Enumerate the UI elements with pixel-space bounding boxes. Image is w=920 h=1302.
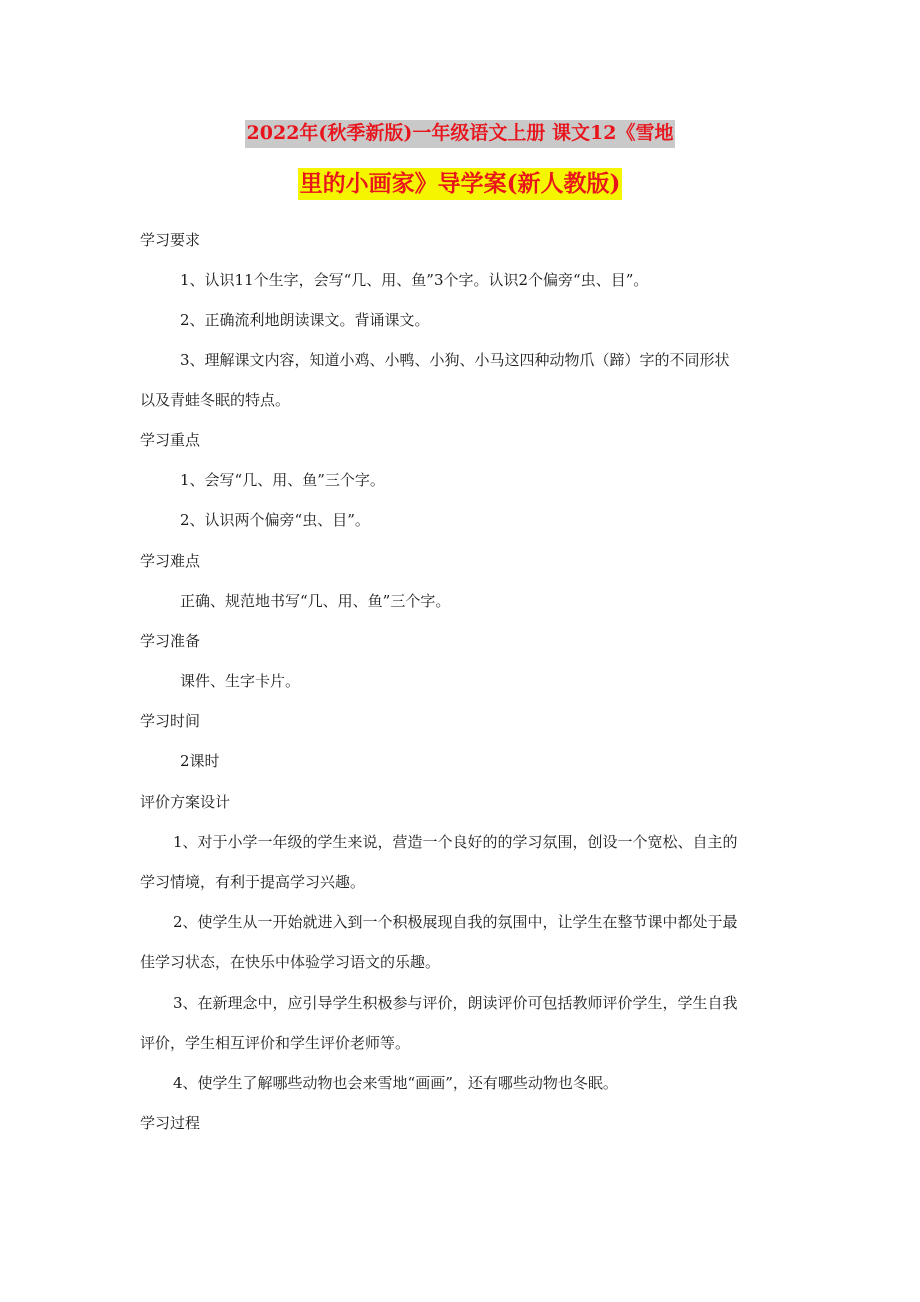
evaluation-item-2-line-2: 佳学习状态，在快乐中体验学习语文的乐趣。 [140,953,441,971]
section-heading-evaluation: 评价方案设计 [140,793,231,811]
evaluation-item-4: 4、使学生了解哪些动物也会来雪地“画画”，还有哪些动物也冬眠。 [173,1074,618,1092]
key-point-item-2: 2、认识两个偏旁“虫、目”。 [180,511,370,529]
evaluation-item-3-line-1: 3、在新理念中，应引导学生积极参与评价，朗读评价可包括教师评价学生，学生自我 [173,994,738,1012]
difficulty-item-1: 正确、规范地书写“几、用、鱼”三个字。 [180,592,451,610]
title-highlight-gray: 2022年(秋季新版)一年级语文上册 课文12《雪地 [245,120,676,148]
requirement-item-3-line-2: 以及青蛙冬眠的特点。 [140,391,291,409]
requirement-item-2: 2、正确流利地朗读课文。背诵课文。 [180,311,430,329]
evaluation-item-1-line-1: 1、对于小学一年级的学生来说，营造一个良好的的学习氛围，创设一个宽松、自主的 [173,833,738,851]
document-title-line-1 [0,120,920,148]
section-heading-requirements: 学习要求 [140,231,201,249]
time-item-1: 2课时 [180,752,220,770]
section-heading-preparation: 学习准备 [140,632,201,650]
document-title-line-2 [0,168,920,200]
evaluation-item-2-line-1: 2、使学生从一开始就进入到一个积极展现自我的氛围中，让学生在整节课中都处于最 [173,913,738,931]
key-point-item-1: 1、会写“几、用、鱼”三个字。 [180,471,385,489]
preparation-item-1: 课件、生字卡片。 [180,672,301,690]
section-heading-difficulties: 学习难点 [140,552,201,570]
requirement-item-1: 1、认识11个生字，会写“几、用、鱼”3个字。认识2个偏旁“虫、目”。 [180,271,649,289]
section-heading-time: 学习时间 [140,712,201,730]
requirement-item-3-line-1: 3、理解课文内容，知道小鸡、小鸭、小狗、小马这四种动物爪（蹄）字的不同形状 [180,351,730,369]
evaluation-item-3-line-2: 评价，学生相互评价和学生评价老师等。 [140,1034,411,1052]
section-heading-process: 学习过程 [140,1114,201,1132]
section-heading-key-points: 学习重点 [140,431,201,449]
evaluation-item-1-line-2: 学习情境，有利于提高学习兴趣。 [140,873,366,891]
title-highlight-yellow: 里的小画家》导学案(新人教版) [298,168,623,200]
